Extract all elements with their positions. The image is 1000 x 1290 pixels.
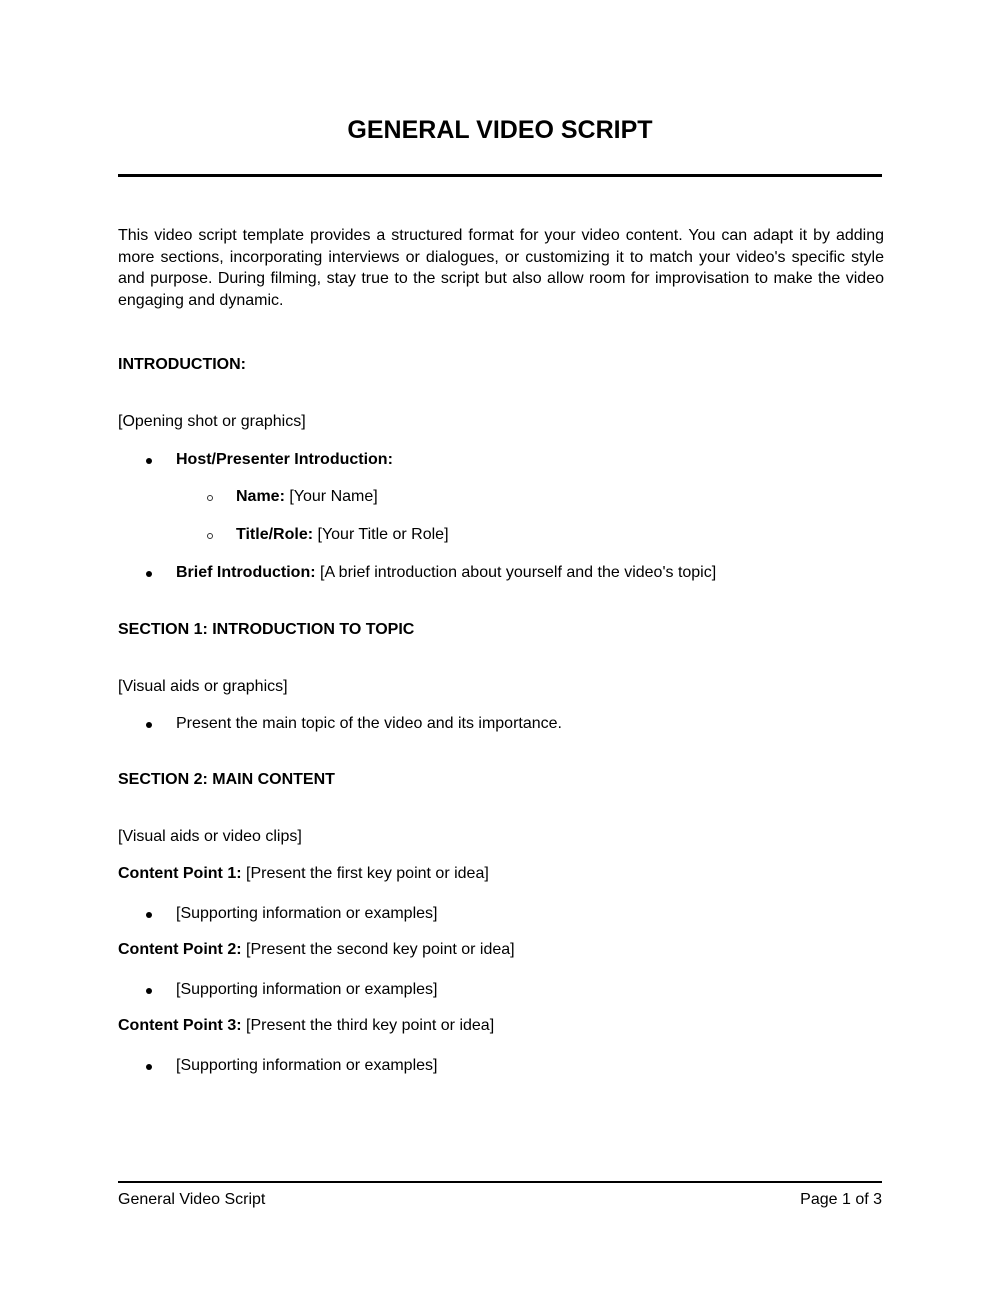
circle-bullet-icon [207,533,213,539]
bullet-icon [146,571,152,577]
title-role-value: [Your Title or Role] [313,526,449,543]
content-point-3-value: [Present the third key point or idea] [241,1017,495,1034]
document-title: GENERAL VIDEO SCRIPT [347,116,653,144]
host-presenter-item [176,449,393,471]
title-role-label: Title/Role: [236,526,314,543]
content-point-2 [118,939,515,961]
content-point-3 [118,1015,494,1037]
name-subitem [236,486,378,508]
brief-introduction-item [176,562,716,584]
bullet-icon [146,722,152,728]
footer-document-name: General Video Script [118,1191,266,1208]
section1-bullet: Present the main topic of the video and its importance. [176,715,562,732]
bullet-icon [146,988,152,994]
content-point-2-value: [Present the second key point or idea] [241,941,515,958]
content-point-1 [118,863,489,885]
intro-paragraph: This video script template provides a structured format for your video content. You can adapt it by adding more sections, incorporating interviews or dialogues, or customizing it to match your video's specific style and purpose. During filming, stay true to the script but also allow room for improvisation to make the video engaging and dynamic. [118,227,884,309]
introduction-heading: INTRODUCTION: [118,356,246,373]
section2-cue: [Visual aids or video clips] [118,828,302,845]
bullet-icon [146,912,152,918]
content-point-1-label: Content Point 1: [118,865,242,882]
content-point-3-bullet: [Supporting information or examples] [176,1057,438,1074]
bullet-icon [146,458,152,464]
section1-cue: [Visual aids or graphics] [118,678,288,695]
host-presenter-label: Host/Presenter Introduction: [176,451,393,468]
name-label: Name: [236,488,285,505]
content-point-3-label: Content Point 3: [118,1017,242,1034]
footer-divider [118,1181,882,1183]
title-divider [118,174,882,177]
brief-introduction-value: [A brief introduction about yourself and the video's topic] [315,564,717,581]
name-value: [Your Name] [284,488,378,505]
title-role-subitem [236,524,449,546]
section2-heading: SECTION 2: MAIN CONTENT [118,771,335,788]
content-point-1-value: [Present the first key point or idea] [241,865,489,882]
bullet-icon [146,1064,152,1070]
content-point-2-label: Content Point 2: [118,941,242,958]
circle-bullet-icon [207,495,213,501]
section1-heading: SECTION 1: INTRODUCTION TO TOPIC [118,621,415,638]
brief-introduction-label: Brief Introduction: [176,564,316,581]
content-point-2-bullet: [Supporting information or examples] [176,981,438,998]
footer-page-number: Page 1 of 3 [800,1191,882,1208]
introduction-cue: [Opening shot or graphics] [118,413,306,430]
content-point-1-bullet: [Supporting information or examples] [176,905,438,922]
